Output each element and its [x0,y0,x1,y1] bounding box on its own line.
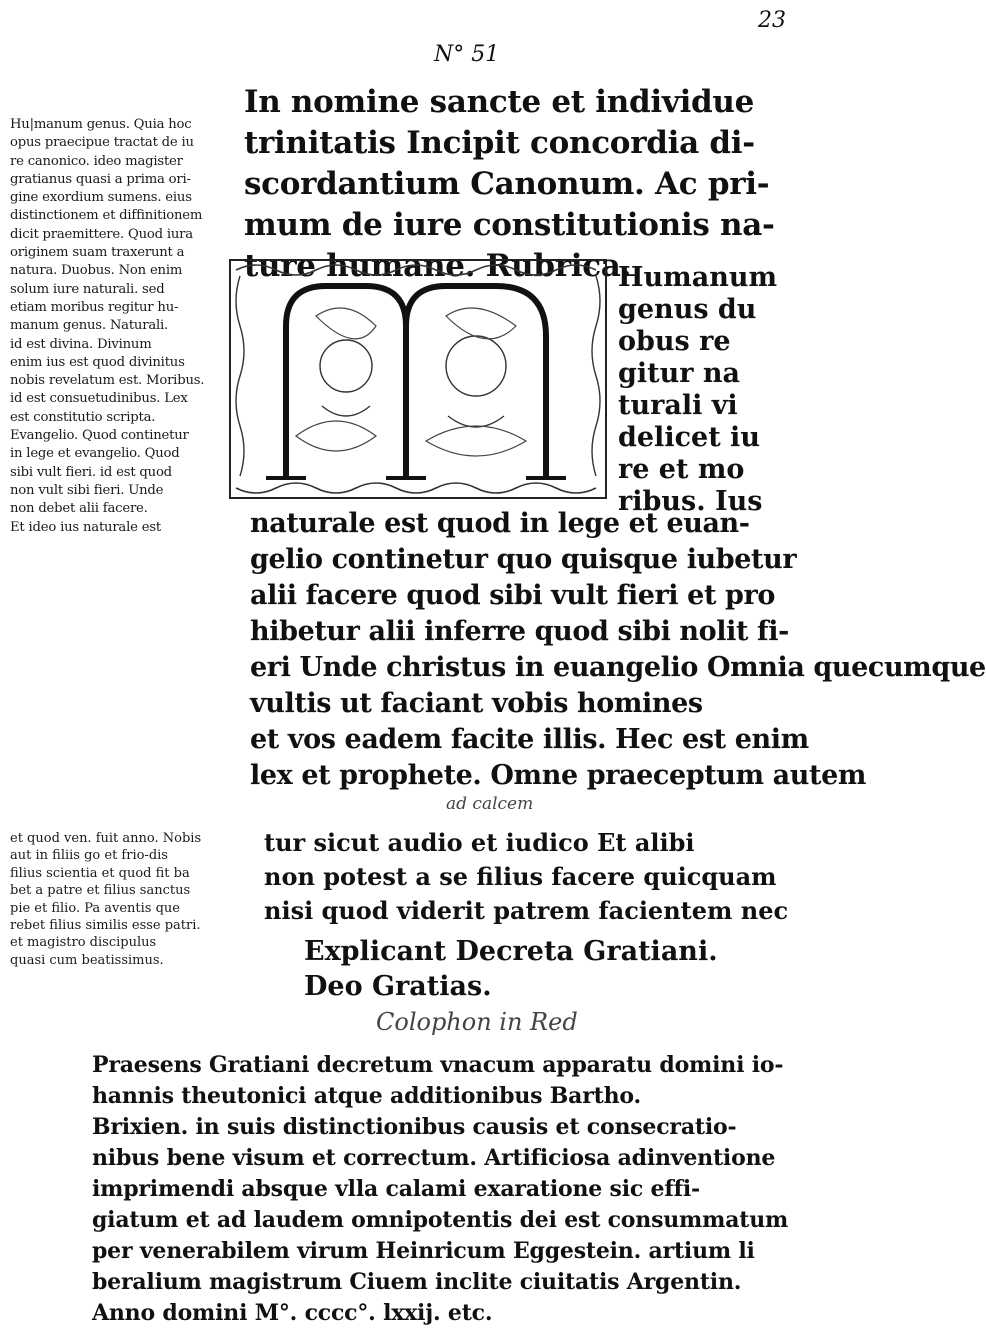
main-text-continuation [264,826,789,928]
gloss-line: manum genus. Naturali. [10,318,169,334]
text-line: delicet iu [618,422,760,453]
explicit [304,934,764,1004]
heading-line: mum de iure constitutionis na- [244,207,775,243]
gloss-line: est constitutio scripta. [10,409,156,425]
heading-line: trinitatis Incipit concordia di- [244,125,755,161]
gloss-line: id est divina. Divinum [10,336,152,352]
colophon-line: per venerabilem virum Heinricum Eggestein. artium li [92,1238,755,1264]
colophon-line: hannis theutonici atque additionibus Bartho. [92,1083,641,1109]
colophon-line: Anno domini M°. cccc°. lxxij. etc. [92,1300,493,1326]
text-line: eri Unde christus in euangelio Omnia quecumque [250,652,986,683]
heading-line: In nomine sancte et individue [244,84,755,120]
gloss-line: sibi vult fieri. id est quod [10,464,172,480]
explicit-line: Explicant Decreta Gratiani. [304,936,718,967]
text-line: hibetur alii inferre quod sibi nolit fi- [250,616,789,647]
colophon-line: giatum et ad laudem omnipotentis dei est consummatum [92,1207,789,1233]
gloss-line: Evangelio. Quod continetur [10,428,189,444]
gloss-line: rebet filius similis esse patri. [10,918,201,934]
gloss-line: dicit praemittere. Quod iura [10,226,193,242]
lower-left-gloss [10,830,226,969]
gloss-line: filius scientia et quod fit ba [10,865,190,881]
folio-number: 23 [758,8,786,33]
gloss-line: et magistro discipulus [10,935,157,951]
gloss-line: re canonico. ideo magister [10,153,183,169]
gloss-line: et quod ven. fuit anno. Nobis [10,831,202,846]
colophon-line: Brixien. in suis distinctionibus causis et consecratio- [92,1114,737,1140]
gloss-line: id est consuetudinibus. Lex [10,391,188,407]
gloss-line: gratianus quasi a prima ori- [10,171,191,187]
text-line: tur sicut audio et iudico Et alibi [264,828,695,857]
text-line: nisi quod viderit patrem facientem nec [264,896,789,925]
text-line: lex et prophete. Omne praeceptum autem [250,760,867,791]
gloss-line: etiam moribus regitur hu- [10,299,179,315]
text-line: Humanum [618,262,778,293]
right-text-column [618,262,794,518]
gloss-line: aut in filiis go et frio-dis [10,848,168,864]
shelf-mark: N° 51 [434,42,500,67]
text-line: gelio continetur quo quisque iubetur [250,544,797,575]
text-line: et vos eadem facite illis. Hec est enim [250,724,809,755]
gloss-line: bet a patre et filius sanctus [10,883,191,899]
gloss-line: in lege et evangelio. Quod [10,446,180,462]
handwritten-note: Colophon in Red [376,1008,578,1036]
text-line: non potest a se filius facere quicquam [264,862,777,891]
gloss-line: quasi cum beatissimus. [10,952,164,968]
explicit-line: Deo Gratias. [304,971,492,1002]
gloss-line: solum iure naturali. sed [10,281,165,297]
colophon-line: nibus bene visum et correctum. Artificiosa adinventione [92,1145,776,1171]
gloss-line: originem suam traxerunt a [10,245,185,261]
gloss-line: non debet alii facere. [10,501,148,517]
left-gloss-column [10,116,210,537]
main-text-block [250,506,986,794]
gloss-line: enim ius est quod divinitus [10,354,185,370]
text-line: naturale est quod in lege et euan- [250,508,750,539]
gloss-line: Et ideo ius naturale est [10,519,161,535]
colophon-line: Praesens Gratiani decretum vnacum apparatu domini io- [92,1052,784,1078]
text-line: alii facere quod sibi vult fieri et pro [250,580,775,611]
text-line: vultis ut faciant vobis homines [250,688,703,719]
handwritten-note: ad calcem [446,794,534,814]
text-line: turali vi [618,390,738,421]
decorated-initial-woodcut [226,256,610,502]
gloss-line: non vult sibi fieri. Unde [10,482,164,498]
colophon [92,1050,792,1329]
gloss-line: distinctionem et diffinitionem [10,208,203,224]
gloss-line: Hu|manum genus. Quia hoc [10,117,192,132]
colophon-line: beralium magistrum Ciuem inclite ciuitatis Argentin. [92,1269,742,1295]
text-line: gitur na [618,358,740,389]
gloss-line: pie et filio. Pa aventis que [10,900,180,916]
gloss-line: opus praecipue tractat de iu [10,135,194,151]
heading-line: scordantium Canonum. Ac pri- [244,166,770,202]
heading-line: ture humane. Rubrica. [244,248,632,284]
gloss-line: nobis revelatum est. Moribus. [10,373,205,389]
text-line: obus re [618,326,731,357]
text-line: re et mo [618,454,745,485]
gloss-line: gine exordium sumens. eius [10,190,192,206]
text-line: ribus. Ius [618,486,763,517]
colophon-line: imprimendi absque vlla calami exaratione sic effi- [92,1176,700,1202]
text-line: genus du [618,294,757,325]
gloss-line: natura. Duobus. Non enim [10,263,183,279]
